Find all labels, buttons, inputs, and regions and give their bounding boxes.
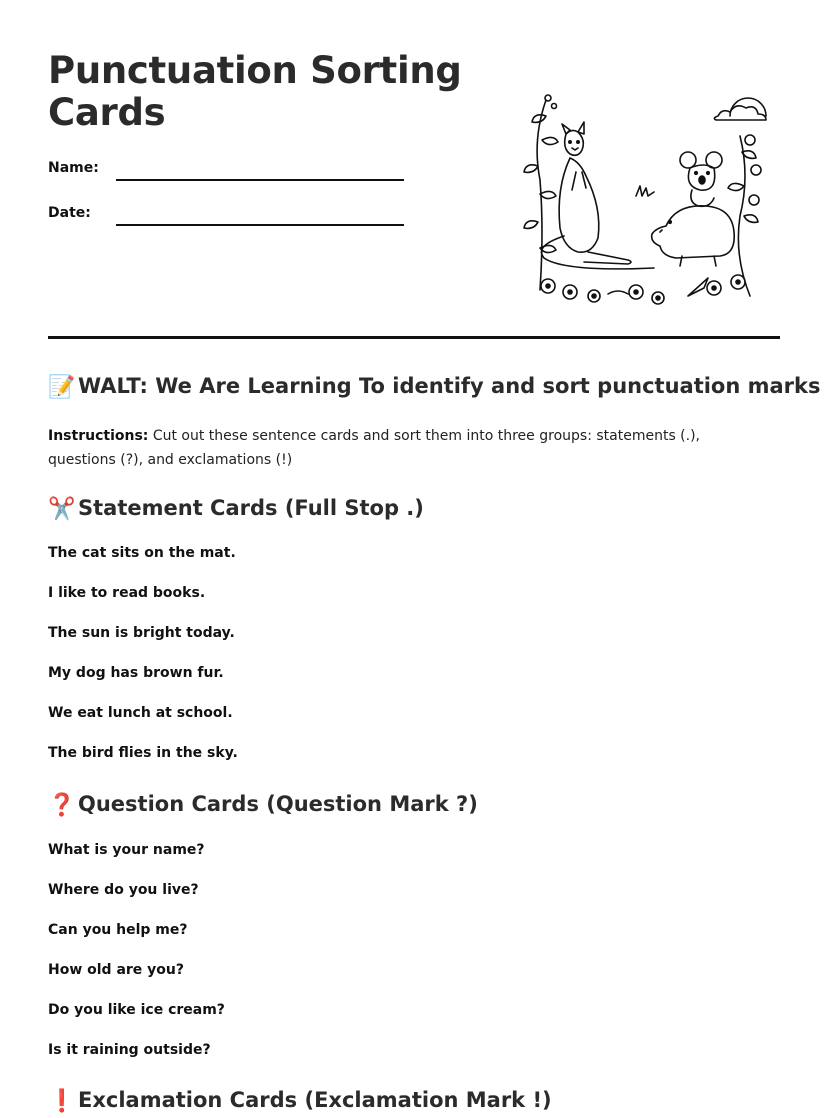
statement-heading (48, 496, 424, 522)
flowers-icon (541, 275, 745, 304)
kangaroo-icon (542, 122, 655, 269)
name-field (48, 160, 408, 184)
statement-card: My dog has brown fur. (48, 665, 224, 681)
walt-heading (48, 374, 821, 400)
question-card: How old are you? (48, 962, 185, 978)
exclamation-mark-icon: ❗ (48, 1089, 76, 1114)
exclamation-heading (48, 1088, 552, 1114)
walt-text: WALT: We Are Learning To identify and sort punctuation marks (78, 374, 821, 398)
koala-icon (680, 152, 722, 206)
question-heading-text: Question Cards (Question Mark ?) (78, 792, 478, 816)
grass-icon (636, 186, 654, 196)
wombat-icon (652, 206, 735, 266)
question-card: Do you like ice cream? (48, 1002, 225, 1018)
statement-card: The cat sits on the mat. (48, 545, 236, 561)
australian-animals-illustration (518, 76, 768, 316)
statement-card: We eat lunch at school. (48, 705, 233, 721)
date-write-line (116, 224, 404, 226)
question-card: Is it raining outside? (48, 1042, 211, 1058)
name-label: Name: (48, 160, 99, 176)
memo-pencil-icon: 📝 (48, 375, 76, 400)
question-mark-icon: ❓ (48, 793, 76, 818)
statement-card: I like to read books. (48, 585, 206, 601)
scissors-icon: ✂️ (48, 497, 76, 522)
instructions-text: Cut out these sentence cards and sort them into three groups: statements (.), questions (?), and exclamations (!) (48, 428, 701, 468)
page-title: Punctuation Sorting Cards (48, 49, 462, 134)
header-divider (48, 336, 780, 339)
name-write-line (116, 179, 404, 181)
statement-card: The sun is bright today. (48, 625, 235, 641)
instructions-paragraph (48, 424, 768, 472)
question-heading (48, 792, 478, 818)
date-field (48, 205, 408, 229)
exclamation-heading-text: Exclamation Cards (Exclamation Mark !) (78, 1088, 552, 1112)
question-card: Can you help me? (48, 922, 188, 938)
right-vine-icon (728, 135, 761, 296)
instructions-label: Instructions: (48, 428, 149, 444)
left-vine-icon (524, 95, 558, 290)
date-label: Date: (48, 205, 91, 221)
question-card: What is your name? (48, 842, 205, 858)
statement-card: The bird flies in the sky. (48, 745, 238, 761)
question-card: Where do you live? (48, 882, 199, 898)
statement-heading-text: Statement Cards (Full Stop .) (78, 496, 424, 520)
sun-cloud-icon (714, 98, 766, 120)
